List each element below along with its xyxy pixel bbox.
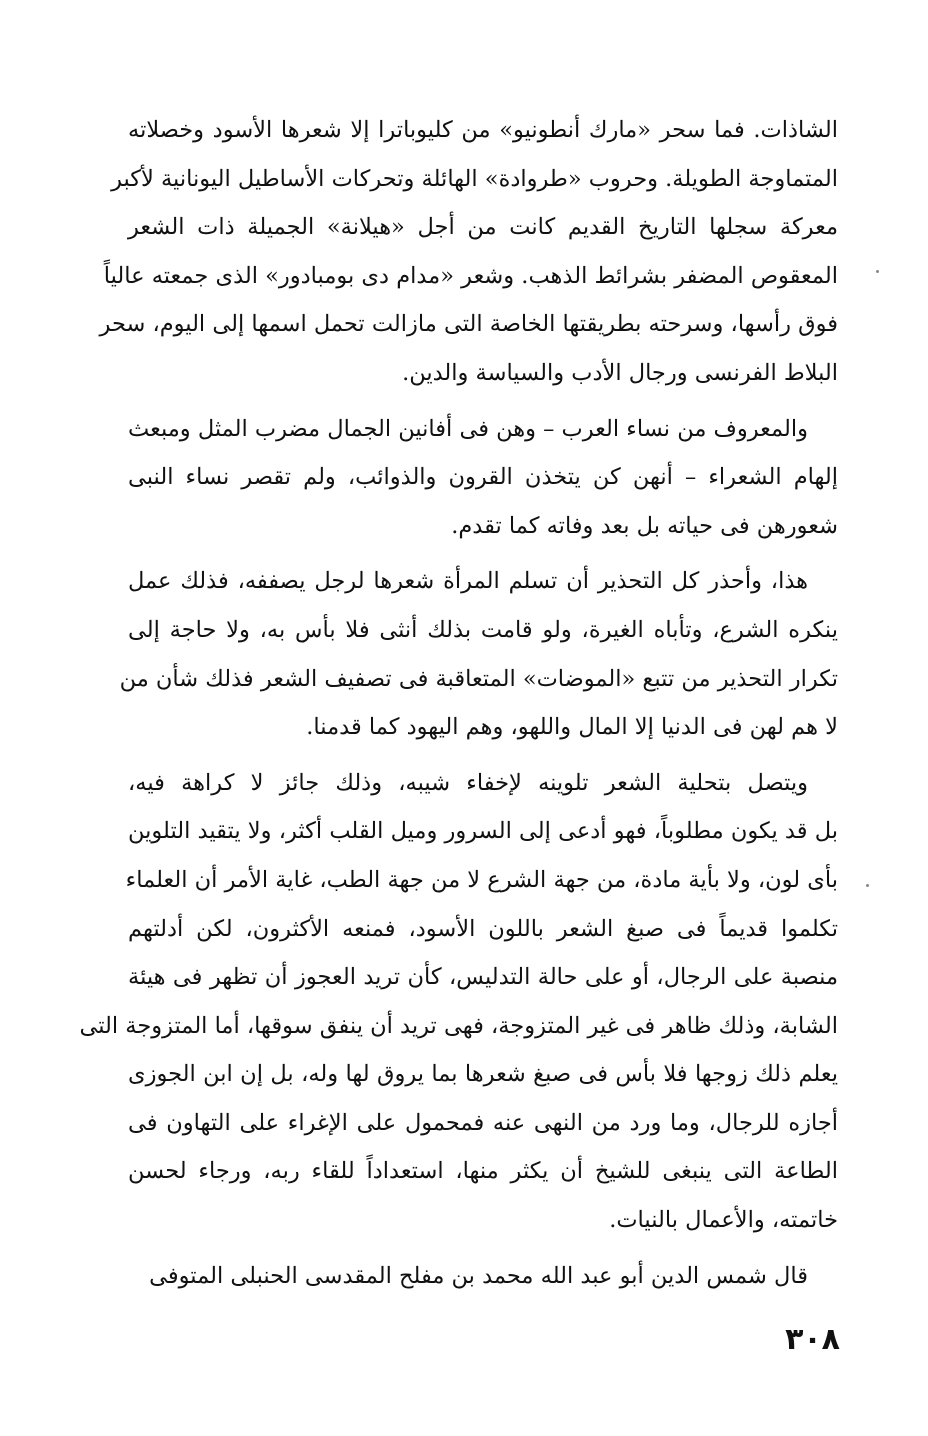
text-line: البلاط الفرنسى ورجال الأدب والسياسة والدين. (402, 359, 838, 386)
text-line: شعورهن فى حياته بل بعد وفاته كما تقدم. (451, 512, 838, 539)
text-line: الشاذات. فما سحر «مارك أنطونيو» من كليوباترا إلا شعرها الأسود وخصلاته (128, 117, 838, 143)
text-line: معركة سجلها التاريخ القديم كانت من أجل «هيلانة» الجميلة ذات الشعر (128, 214, 838, 241)
text-line: تكلموا قديماً فى صبغ الشعر باللون الأسود، فمنعه الأكثرون، لكن أدلتهم (128, 915, 838, 942)
text-line: والمعروف من نساء العرب – وهن فى أفانين الجمال مضرب المثل ومبعث (128, 415, 808, 442)
text-line: منصبة على الرجال، أو على حالة التدليس، كأن تريد العجوز أن تظهر فى هيئة (128, 964, 838, 991)
text-line: بأى لون، ولا بأية مادة، من جهة الشرع لا من جهة الطب، غاية الأمر أن العلماء (125, 866, 838, 893)
text-line: الطاعة التى ينبغى للشيخ أن يكثر منها، استعداداً للقاء ربه، ورجاء لحسن (128, 1158, 838, 1185)
text-line: الشابة، وذلك ظاهر فى غير المتزوجة، فهى تريد أن ينفق سوقها، أما المتزوجة التى (79, 1012, 838, 1039)
text-line: المتماوجة الطويلة. وحروب «طروادة» الهائلة وتحركات الأساطيل اليونانية لأكبر (111, 165, 838, 192)
text-line: يعلم ذلك زوجها فلا بأس فى صبغ شعرها بما يروق لها وله، بل إن ابن الجوزى (128, 1061, 838, 1088)
text-line: قال شمس الدين أبو عبد الله محمد بن مفلح المقدسى الحنبلى المتوفى (149, 1262, 808, 1289)
paragraph-2 (128, 405, 838, 551)
text-line: ينكره الشرع، وتأباه الغيرة، ولو قامت بذلك أنثى فلا بأس به، ولا حاجة إلى (128, 616, 838, 643)
body-text (79, 106, 838, 1300)
text-line: هذا، وأحذر كل التحذير أن تسلم المرأة شعرها لرجل يصففه، فذلك عمل (128, 568, 808, 595)
page-number: ٣٠٨ (785, 1322, 840, 1357)
text-line: تكرار التحذير من تتبع «الموضات» المتعاقبة فى تصفيف الشعر فذلك شأن من (119, 665, 838, 692)
text-line: لا هم لهن فى الدنيا إلا المال واللهو، وهم اليهود كما قدمنا. (306, 714, 838, 741)
text-line: أجازه للرجال، وما ورد من النهى عنه فمحمول على الإغراء على التهاون فى (128, 1109, 838, 1136)
text-line: خاتمته، والأعمال بالنيات. (609, 1207, 838, 1234)
scan-speck (866, 884, 869, 887)
paragraph-4 (79, 759, 838, 1245)
text-line: ويتصل بتحلية الشعر تلوينه لإخفاء شيبه، وذلك جائز لا كراهة فيه، (128, 769, 808, 796)
text-line: بل قد يكون مطلوباً، فهو أدعى إلى السرور وميل القلب أكثر، ولا يتقيد التلوين (128, 818, 838, 845)
text-line: المعقوص المضفر بشرائط الذهب. وشعر «مدام دى بومبادور» الذى جمعته عالياً (103, 262, 838, 289)
text-line: إلهام الشعراء – أنهن كن يتخذن القرون والذوائب، ولم تقصر نساء النبى (128, 464, 838, 491)
paragraph-3 (119, 557, 838, 751)
text-line: فوق رأسها، وسرحته بطريقتها الخاصة التى مازالت تحمل اسمها إلى اليوم، سحر (99, 311, 838, 338)
paragraph-1 (99, 106, 838, 398)
paragraph-5 (128, 1252, 838, 1301)
scan-speck (876, 270, 879, 273)
